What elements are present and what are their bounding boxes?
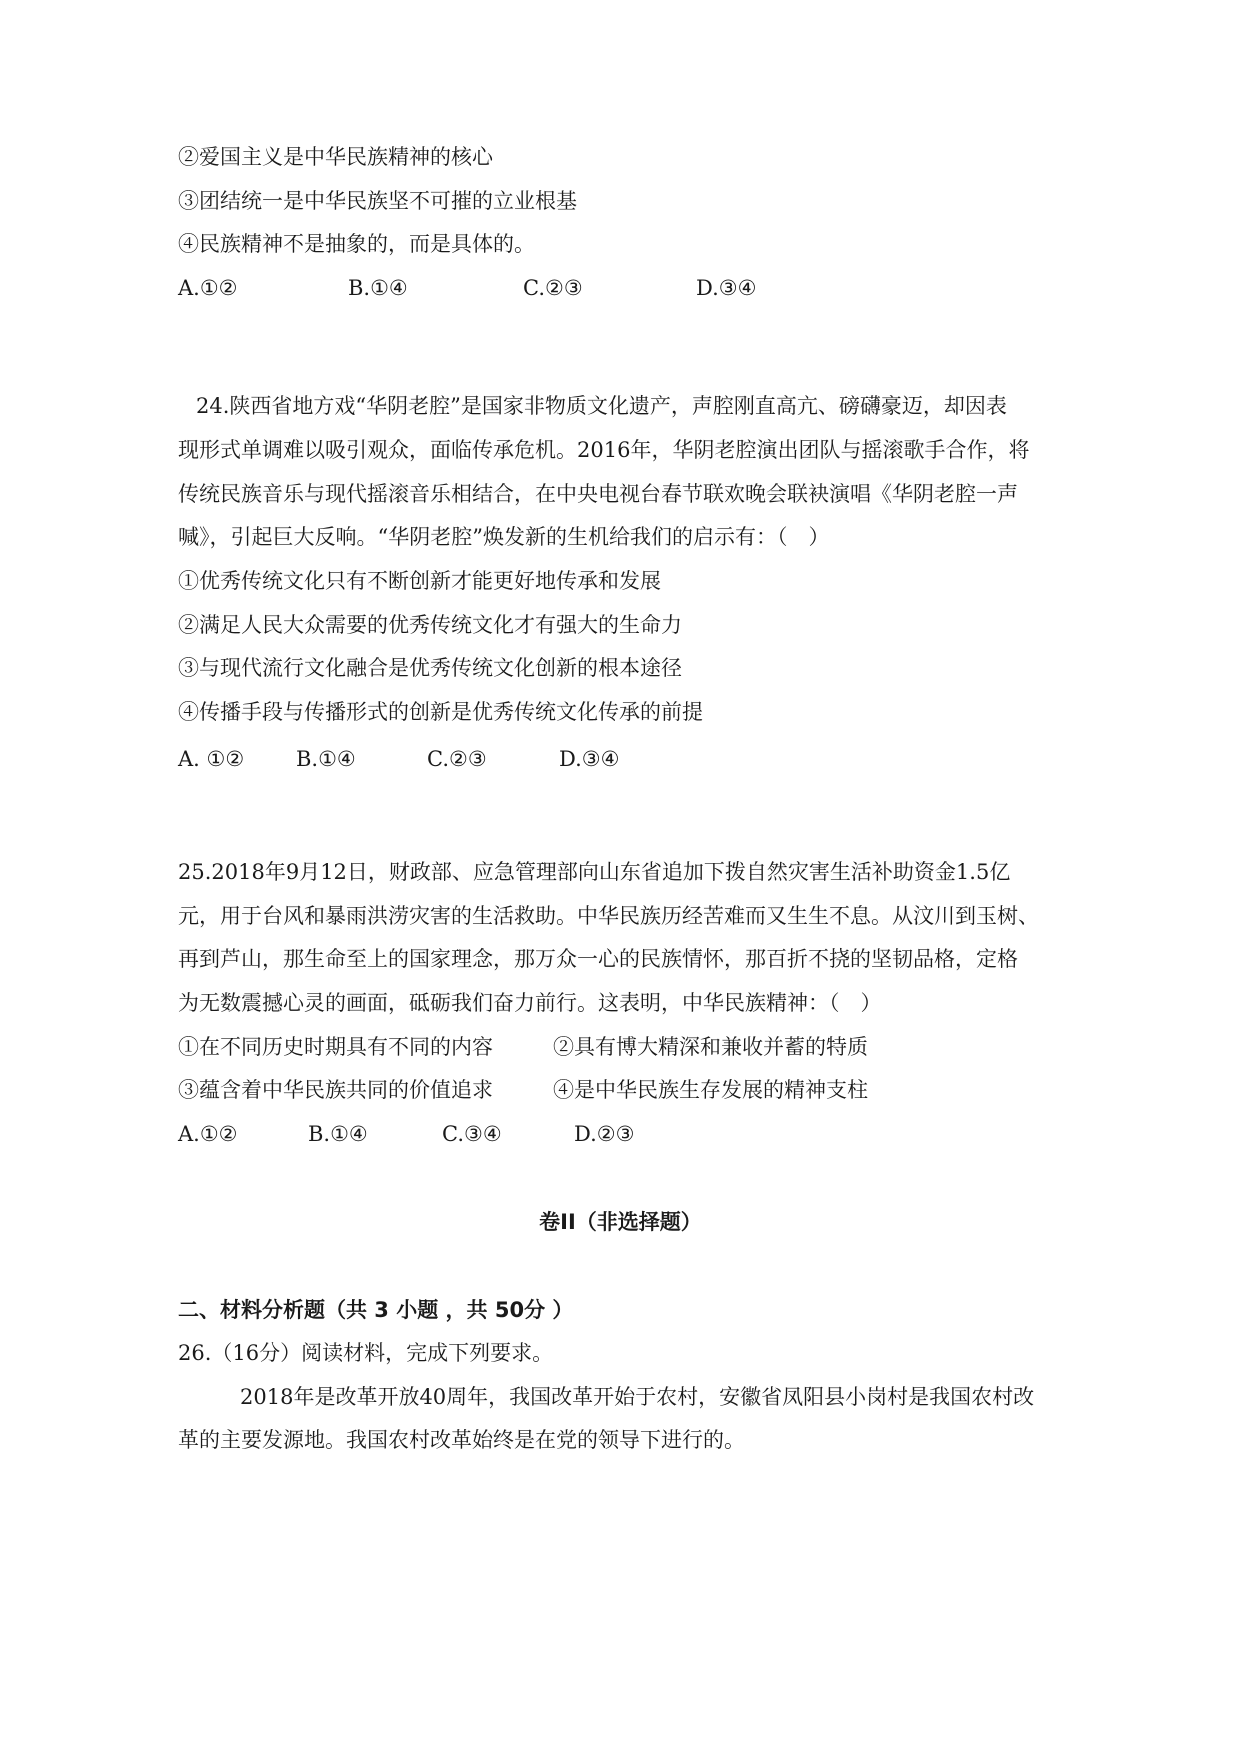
- q24-statement-3: ③与现代流行文化融合是优秀传统文化创新的根本途径: [178, 656, 682, 680]
- q25-option-a: A.①②: [178, 1122, 238, 1146]
- q24-statement-2: ②满足人民大众需要的优秀传统文化才有强大的生命力: [178, 613, 682, 637]
- q25-option-b: B.①④: [308, 1122, 368, 1146]
- q25-stem-line-1: 25.2018年9月12日，财政部、应急管理部向山东省追加下拨自然灾害生活补助资金1.5亿: [178, 860, 1011, 884]
- q23-statement-2: ②爱国主义是中华民族精神的核心: [178, 145, 493, 169]
- q24-stem-line-4: 喊》，引起巨大反响。“华阴老腔”焕发新的生机给我们的启示有：（ ）: [178, 525, 830, 549]
- q24-statement-1: ①优秀传统文化只有不断创新才能更好地传承和发展: [178, 569, 661, 593]
- q23-statement-3: ③团结统一是中华民族坚不可摧的立业根基: [178, 189, 577, 213]
- q26-material-line-2: 革的主要发源地。我国农村改革始终是在党的领导下进行的。: [178, 1428, 745, 1452]
- q24-stem-line-1: 24.陕西省地方戏“华阴老腔”是国家非物质文化遗产，声腔刚直高亢、磅礴豪迈，却因表: [196, 394, 1007, 418]
- q23-option-d: D.③④: [696, 276, 757, 300]
- q24-stem-line-2: 现形式单调难以吸引观众，面临传承危机。2016年，华阴老腔演出团队与摇滚歌手合作，将: [178, 438, 1030, 462]
- q24-option-b: B.①④: [296, 747, 356, 771]
- q24-option-a: A. ①②: [178, 747, 245, 771]
- q25-statement-2: ②具有博大精深和兼收并蓄的特质: [553, 1035, 868, 1059]
- q24-option-d: D.③④: [559, 747, 620, 771]
- q25-stem-line-4: 为无数震撼心灵的画面，砥砺我们奋力前行。这表明，中华民族精神：（ ）: [178, 991, 882, 1015]
- q25-option-d: D.②③: [574, 1122, 635, 1146]
- q25-stem-line-3: 再到芦山，那生命至上的国家理念，那万众一心的民族情怀，那百折不挠的坚韧品格，定格: [178, 947, 1018, 971]
- q25-statement-1: ①在不同历史时期具有不同的内容: [178, 1035, 493, 1059]
- q26-heading: 26.（16分）阅读材料，完成下列要求。: [178, 1341, 554, 1365]
- q24-option-c: C.②③: [427, 747, 487, 771]
- q23-option-a: A.①②: [178, 276, 238, 300]
- q23-option-c: C.②③: [523, 276, 583, 300]
- q24-stem-line-3: 传统民族音乐与现代摇滚音乐相结合，在中央电视台春节联欢晚会联袂演唱《华阴老腔一声: [178, 482, 1018, 506]
- q23-statement-4: ④民族精神不是抽象的，而是具体的。: [178, 232, 535, 256]
- q23-option-b: B.①④: [348, 276, 408, 300]
- part2-heading: 二、材料分析题（共 3 小题 ，共 50分 ）: [178, 1298, 574, 1322]
- q24-statement-4: ④传播手段与传播形式的创新是优秀传统文化传承的前提: [178, 700, 703, 724]
- q25-statement-4: ④是中华民族生存发展的精神支柱: [553, 1078, 868, 1102]
- section-title: 卷II（非选择题）: [539, 1210, 702, 1234]
- q25-statement-3: ③蕴含着中华民族共同的价值追求: [178, 1078, 493, 1102]
- q26-material-line-1: 2018年是改革开放40周年，我国改革开始于农村，安徽省凤阳县小岗村是我国农村改: [240, 1385, 1035, 1409]
- q25-option-c: C.③④: [442, 1122, 502, 1146]
- q25-stem-line-2: 元，用于台风和暴雨洪涝灾害的生活救助。中华民族历经苦难而又生生不息。从汶川到玉树、: [178, 904, 1039, 928]
